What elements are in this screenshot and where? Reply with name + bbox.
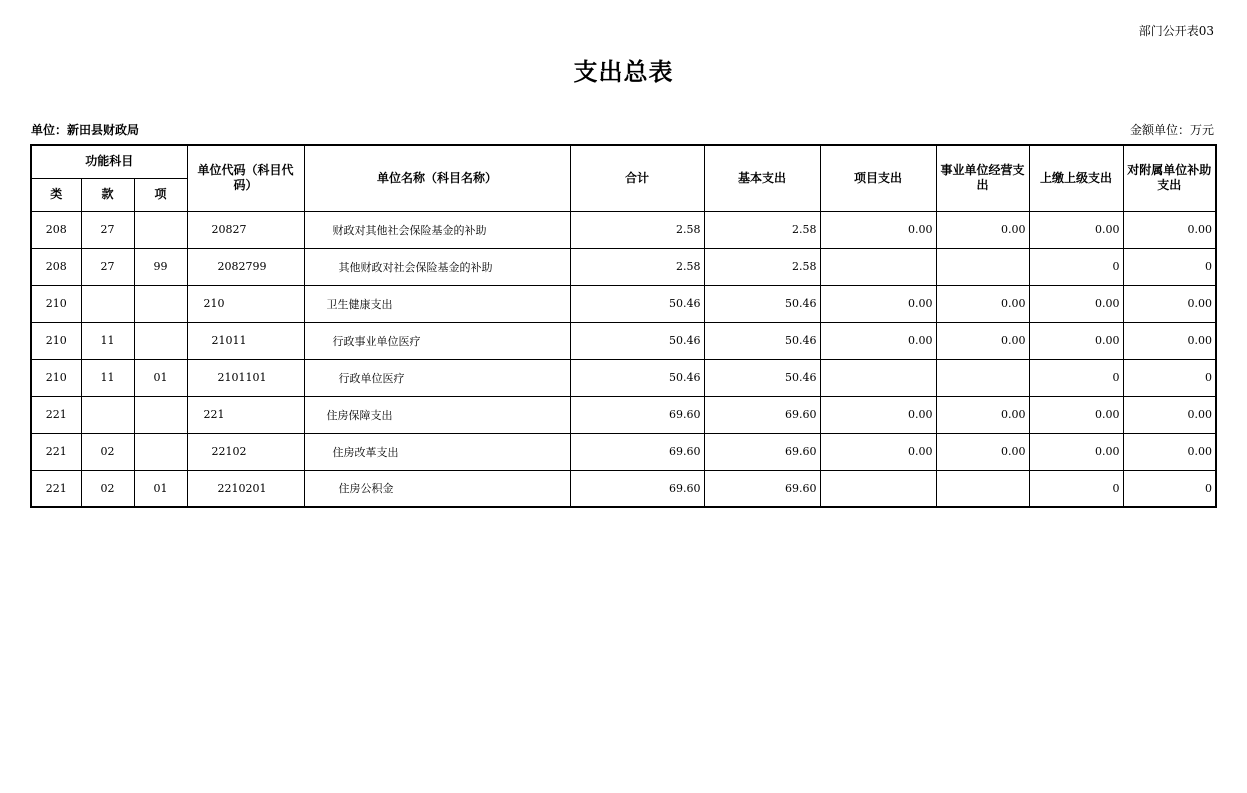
cell-name: 其他财政对社会保险基金的补助 (304, 248, 570, 285)
cell-enterprise: 0.00 (936, 396, 1029, 433)
cell-code: 2210201 (187, 470, 304, 507)
cell-name: 行政事业单位医疗 (304, 322, 570, 359)
header-row-1 (31, 145, 1216, 178)
cell-total: 2.58 (570, 211, 704, 248)
cell-subsidiary: 0 (1123, 470, 1216, 507)
cell-basic: 69.60 (704, 470, 820, 507)
cell-kuan: 11 (81, 322, 134, 359)
cell-total: 50.46 (570, 359, 704, 396)
table-row (31, 470, 1216, 507)
cell-total: 50.46 (570, 322, 704, 359)
cell-code: 20827 (187, 211, 304, 248)
cell-kuan: 27 (81, 248, 134, 285)
header-func-subject: 功能科目 (31, 145, 187, 178)
cell-xiang: 99 (134, 248, 187, 285)
cell-project (820, 470, 936, 507)
cell-project (820, 248, 936, 285)
cell-kuan: 27 (81, 211, 134, 248)
table-row (31, 322, 1216, 359)
cell-subsidiary: 0.00 (1123, 396, 1216, 433)
cell-code: 22102 (187, 433, 304, 470)
cell-enterprise (936, 470, 1029, 507)
cell-enterprise: 0.00 (936, 322, 1029, 359)
cell-xiang (134, 285, 187, 322)
page-title: 支出总表 (573, 57, 674, 86)
header-project: 项目支出 (820, 145, 936, 211)
cell-kuan: 02 (81, 470, 134, 507)
cell-code: 210 (187, 285, 304, 322)
header-enterprise: 事业单位经营支出 (936, 145, 1029, 211)
cell-code: 221 (187, 396, 304, 433)
cell-name: 住房保障支出 (304, 396, 570, 433)
table-row (31, 211, 1216, 248)
expenditure-table (30, 144, 1217, 508)
cell-subsidiary: 0.00 (1123, 433, 1216, 470)
cell-kuan: 02 (81, 433, 134, 470)
cell-lei: 221 (31, 470, 81, 507)
cell-subsidiary: 0 (1123, 359, 1216, 396)
cell-lei: 208 (31, 211, 81, 248)
cell-basic: 50.46 (704, 322, 820, 359)
cell-project: 0.00 (820, 396, 936, 433)
cell-xiang (134, 211, 187, 248)
unit-name-label: 单位：新田县财政局 (31, 123, 140, 137)
cell-project: 0.00 (820, 433, 936, 470)
cell-project: 0.00 (820, 322, 936, 359)
cell-subsidiary: 0.00 (1123, 211, 1216, 248)
cell-project (820, 359, 936, 396)
cell-basic: 50.46 (704, 285, 820, 322)
cell-total: 50.46 (570, 285, 704, 322)
cell-code: 2101101 (187, 359, 304, 396)
cell-code: 2082799 (187, 248, 304, 285)
cell-total: 69.60 (570, 396, 704, 433)
header-subsidiary: 对附属单位补助支出 (1123, 145, 1216, 211)
cell-enterprise (936, 359, 1029, 396)
cell-enterprise: 0.00 (936, 211, 1029, 248)
cell-upper: 0.00 (1029, 285, 1123, 322)
cell-lei: 210 (31, 359, 81, 396)
header-unit-name: 单位名称（科目名称） (304, 145, 570, 211)
cell-upper: 0.00 (1029, 396, 1123, 433)
cell-lei: 221 (31, 433, 81, 470)
cell-total: 2.58 (570, 248, 704, 285)
header-kuan: 款 (81, 178, 134, 211)
cell-basic: 50.46 (704, 359, 820, 396)
cell-kuan (81, 396, 134, 433)
cell-lei: 210 (31, 322, 81, 359)
cell-name: 财政对其他社会保险基金的补助 (304, 211, 570, 248)
cell-kuan (81, 285, 134, 322)
cell-name: 卫生健康支出 (304, 285, 570, 322)
header-basic: 基本支出 (704, 145, 820, 211)
cell-upper: 0.00 (1029, 211, 1123, 248)
cell-upper: 0.00 (1029, 433, 1123, 470)
cell-name: 住房改革支出 (304, 433, 570, 470)
cell-kuan: 11 (81, 359, 134, 396)
table-row (31, 285, 1216, 322)
cell-lei: 210 (31, 285, 81, 322)
header-upper: 上缴上级支出 (1029, 145, 1123, 211)
cell-xiang (134, 396, 187, 433)
cell-lei: 208 (31, 248, 81, 285)
header-lei: 类 (31, 178, 81, 211)
cell-basic: 2.58 (704, 248, 820, 285)
cell-subsidiary: 0 (1123, 248, 1216, 285)
header-unit-code: 单位代码（科目代码） (187, 145, 304, 211)
header-xiang: 项 (134, 178, 187, 211)
cell-enterprise: 0.00 (936, 285, 1029, 322)
cell-basic: 69.60 (704, 433, 820, 470)
cell-xiang (134, 433, 187, 470)
cell-lei: 221 (31, 396, 81, 433)
cell-xiang: 01 (134, 470, 187, 507)
cell-enterprise (936, 248, 1029, 285)
cell-total: 69.60 (570, 470, 704, 507)
cell-name: 行政单位医疗 (304, 359, 570, 396)
cell-subsidiary: 0.00 (1123, 322, 1216, 359)
cell-upper: 0 (1029, 248, 1123, 285)
cell-xiang (134, 322, 187, 359)
cell-project: 0.00 (820, 285, 936, 322)
cell-upper: 0 (1029, 470, 1123, 507)
table-row (31, 248, 1216, 285)
header-total: 合计 (570, 145, 704, 211)
cell-upper: 0.00 (1029, 322, 1123, 359)
cell-upper: 0 (1029, 359, 1123, 396)
cell-project: 0.00 (820, 211, 936, 248)
table-row (31, 433, 1216, 470)
cell-subsidiary: 0.00 (1123, 285, 1216, 322)
table-row (31, 359, 1216, 396)
cell-code: 21011 (187, 322, 304, 359)
cell-basic: 2.58 (704, 211, 820, 248)
cell-name: 住房公积金 (304, 470, 570, 507)
amount-unit-label: 金额单位：万元 (1129, 123, 1214, 137)
cell-xiang: 01 (134, 359, 187, 396)
cell-basic: 69.60 (704, 396, 820, 433)
cell-total: 69.60 (570, 433, 704, 470)
cell-enterprise: 0.00 (936, 433, 1029, 470)
table-row (31, 396, 1216, 433)
form-number-label: 部门公开表03 (1138, 24, 1214, 38)
